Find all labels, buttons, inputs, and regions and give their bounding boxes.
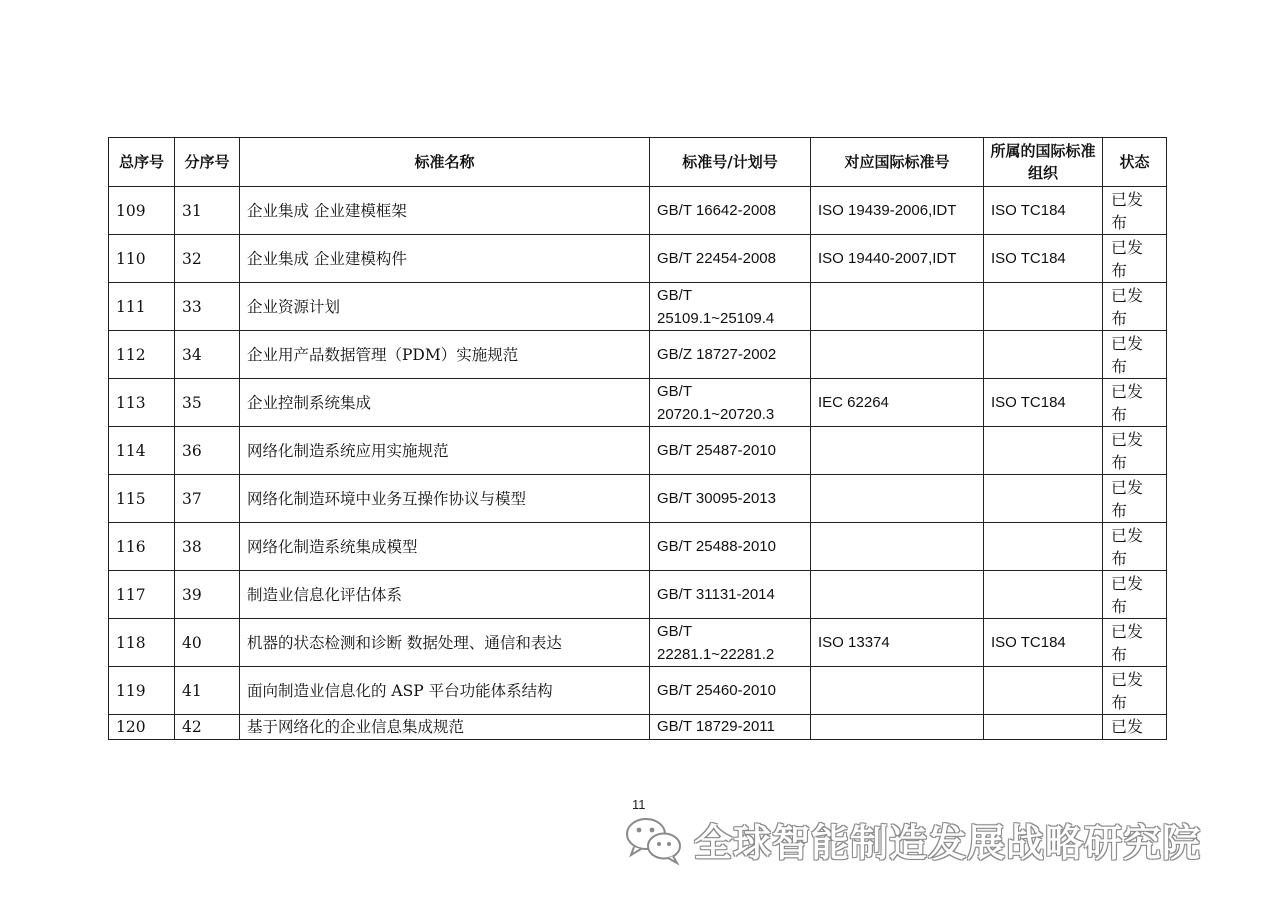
header-standard-name: 标准名称 xyxy=(240,138,650,187)
wechat-icon xyxy=(622,814,686,866)
header-status: 状态 xyxy=(1103,138,1167,187)
cell-status: 已发布 xyxy=(1103,283,1167,331)
cell-standard-name: 网络化制造环境中业务互操作协议与模型 xyxy=(240,475,650,523)
watermark xyxy=(622,812,1201,867)
table-header-row xyxy=(109,138,1167,187)
cell-intl-org: ISO TC184 xyxy=(984,379,1103,427)
cell-intl-org xyxy=(984,331,1103,379)
cell-intl-standard: ISO 19439-2006,IDT xyxy=(811,187,984,235)
header-total-no: 总序号 xyxy=(109,138,175,187)
cell-sub-no: 42 xyxy=(175,715,240,740)
cell-intl-org xyxy=(984,283,1103,331)
cell-sub-no: 38 xyxy=(175,523,240,571)
table-row xyxy=(109,331,1167,379)
standards-table xyxy=(108,137,1167,740)
cell-intl-standard: ISO 13374 xyxy=(811,619,984,667)
cell-standard-name: 制造业信息化评估体系 xyxy=(240,571,650,619)
cell-standard-code: GB/T 25488-2010 xyxy=(650,523,811,571)
cell-intl-org: ISO TC184 xyxy=(984,235,1103,283)
cell-intl-org xyxy=(984,715,1103,740)
cell-intl-org xyxy=(984,475,1103,523)
table-row xyxy=(109,619,1167,667)
cell-intl-org xyxy=(984,667,1103,715)
table-row xyxy=(109,379,1167,427)
cell-total-no: 116 xyxy=(109,523,175,571)
cell-total-no: 118 xyxy=(109,619,175,667)
cell-standard-code: GB/T 31131-2014 xyxy=(650,571,811,619)
cell-status: 已发 xyxy=(1103,715,1167,740)
cell-standard-code: GB/T 25460-2010 xyxy=(650,667,811,715)
cell-sub-no: 35 xyxy=(175,379,240,427)
cell-intl-org: ISO TC184 xyxy=(984,619,1103,667)
table-row xyxy=(109,667,1167,715)
cell-intl-standard xyxy=(811,475,984,523)
cell-status: 已发布 xyxy=(1103,667,1167,715)
cell-intl-standard xyxy=(811,523,984,571)
table-row xyxy=(109,523,1167,571)
header-sub-no: 分序号 xyxy=(175,138,240,187)
cell-intl-org xyxy=(984,427,1103,475)
cell-standard-code: GB/T 18729-2011 xyxy=(650,715,811,740)
cell-intl-standard: ISO 19440-2007,IDT xyxy=(811,235,984,283)
cell-standard-code: GB/T 16642-2008 xyxy=(650,187,811,235)
cell-status: 已发布 xyxy=(1103,619,1167,667)
table-row xyxy=(109,427,1167,475)
cell-status: 已发布 xyxy=(1103,523,1167,571)
cell-total-no: 115 xyxy=(109,475,175,523)
cell-standard-name: 面向制造业信息化的 ASP 平台功能体系结构 xyxy=(240,667,650,715)
cell-status: 已发布 xyxy=(1103,475,1167,523)
cell-sub-no: 32 xyxy=(175,235,240,283)
cell-intl-org xyxy=(984,523,1103,571)
cell-total-no: 113 xyxy=(109,379,175,427)
cell-standard-code: GB/T 30095-2013 xyxy=(650,475,811,523)
cell-total-no: 119 xyxy=(109,667,175,715)
table-row xyxy=(109,187,1167,235)
cell-sub-no: 37 xyxy=(175,475,240,523)
header-standard-code: 标准号/计划号 xyxy=(650,138,811,187)
cell-sub-no: 39 xyxy=(175,571,240,619)
cell-sub-no: 40 xyxy=(175,619,240,667)
cell-status: 已发布 xyxy=(1103,571,1167,619)
table-row xyxy=(109,715,1167,740)
cell-intl-org xyxy=(984,571,1103,619)
table-row xyxy=(109,283,1167,331)
cell-intl-standard xyxy=(811,715,984,740)
cell-total-no: 117 xyxy=(109,571,175,619)
cell-status: 已发布 xyxy=(1103,427,1167,475)
cell-sub-no: 33 xyxy=(175,283,240,331)
cell-standard-code: GB/T 22454-2008 xyxy=(650,235,811,283)
cell-standard-code: GB/T 25109.1~25109.4 xyxy=(650,283,811,331)
table-row xyxy=(109,571,1167,619)
cell-standard-code: GB/T 25487-2010 xyxy=(650,427,811,475)
cell-intl-standard xyxy=(811,331,984,379)
cell-intl-standard: IEC 62264 xyxy=(811,379,984,427)
cell-total-no: 114 xyxy=(109,427,175,475)
cell-intl-standard xyxy=(811,427,984,475)
cell-status: 已发布 xyxy=(1103,331,1167,379)
cell-intl-org: ISO TC184 xyxy=(984,187,1103,235)
cell-total-no: 110 xyxy=(109,235,175,283)
cell-standard-name: 企业集成 企业建模构件 xyxy=(240,235,650,283)
table-row xyxy=(109,235,1167,283)
cell-intl-standard xyxy=(811,571,984,619)
cell-status: 已发布 xyxy=(1103,235,1167,283)
header-intl-org: 所属的国际标准组织 xyxy=(984,138,1103,187)
cell-total-no: 111 xyxy=(109,283,175,331)
table-row xyxy=(109,475,1167,523)
cell-sub-no: 36 xyxy=(175,427,240,475)
cell-status: 已发布 xyxy=(1103,379,1167,427)
cell-standard-name: 企业控制系统集成 xyxy=(240,379,650,427)
cell-sub-no: 41 xyxy=(175,667,240,715)
cell-status: 已发布 xyxy=(1103,187,1167,235)
cell-standard-name: 网络化制造系统集成模型 xyxy=(240,523,650,571)
cell-standard-name: 企业用产品数据管理（PDM）实施规范 xyxy=(240,331,650,379)
cell-standard-name: 基于网络化的企业信息集成规范 xyxy=(240,715,650,740)
cell-standard-code: GB/T 22281.1~22281.2 xyxy=(650,619,811,667)
page-number: 11 xyxy=(632,797,646,812)
cell-standard-code: GB/Z 18727-2002 xyxy=(650,331,811,379)
watermark-text: 全球智能制造发展战略研究院 xyxy=(694,821,1202,865)
cell-total-no: 120 xyxy=(109,715,175,740)
cell-standard-name: 企业资源计划 xyxy=(240,283,650,331)
cell-sub-no: 31 xyxy=(175,187,240,235)
cell-standard-code: GB/T 20720.1~20720.3 xyxy=(650,379,811,427)
cell-standard-name: 机器的状态检测和诊断 数据处理、通信和表达 xyxy=(240,619,650,667)
cell-total-no: 112 xyxy=(109,331,175,379)
header-intl-standard: 对应国际标准号 xyxy=(811,138,984,187)
cell-sub-no: 34 xyxy=(175,331,240,379)
cell-standard-name: 网络化制造系统应用实施规范 xyxy=(240,427,650,475)
cell-standard-name: 企业集成 企业建模框架 xyxy=(240,187,650,235)
cell-intl-standard xyxy=(811,283,984,331)
cell-intl-standard xyxy=(811,667,984,715)
cell-total-no: 109 xyxy=(109,187,175,235)
